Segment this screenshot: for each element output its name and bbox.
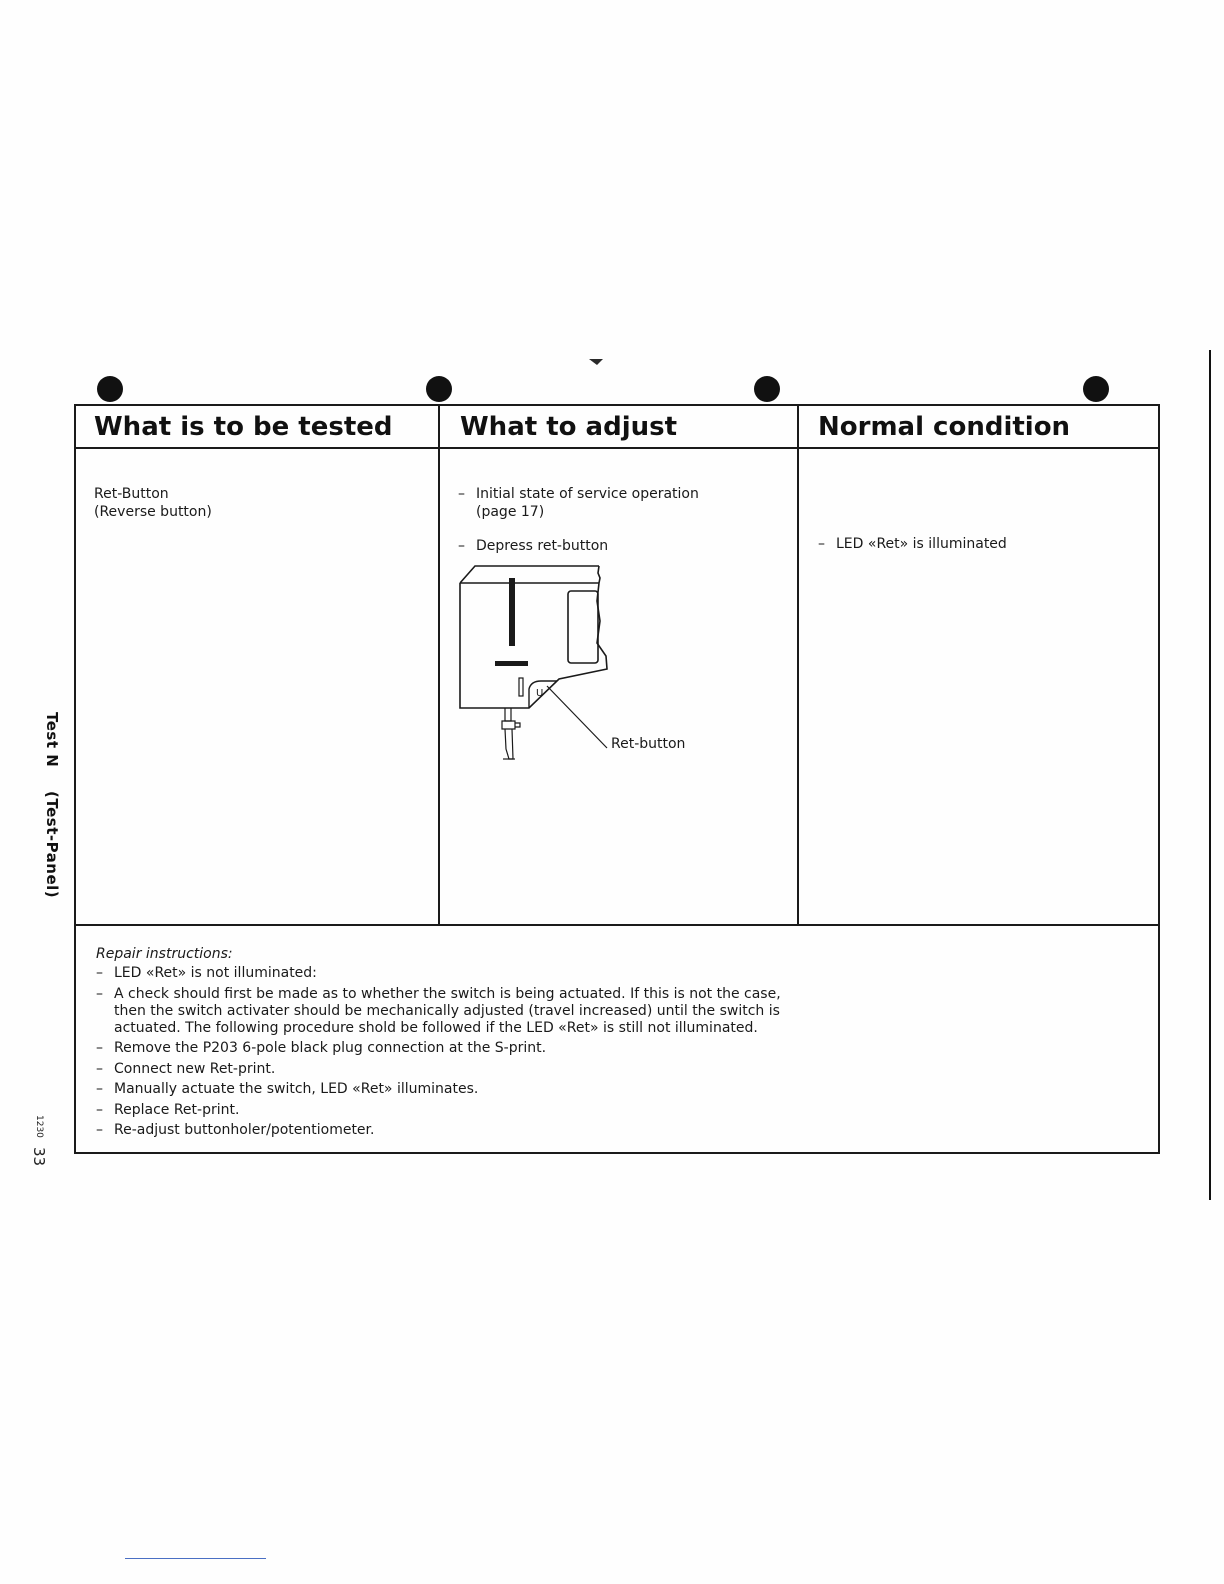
normal-item: – LED «Ret» is illuminated <box>818 535 1007 553</box>
test-table <box>74 404 1160 1154</box>
adjust-step <box>458 537 778 555</box>
scan-edge-line <box>1209 350 1211 1200</box>
column-divider <box>797 406 799 926</box>
column-divider <box>438 406 440 926</box>
repair-step: – Re-adjust buttonholer/potentiometer. <box>96 1122 796 1139</box>
page-code: 1230 <box>34 1115 44 1138</box>
column-header-normal: Normal condition <box>818 412 1071 442</box>
normal-cell <box>818 535 1007 553</box>
adjust-cell <box>458 485 778 555</box>
adjust-step-ref: (page 17) <box>476 504 545 520</box>
punch-hole <box>754 376 780 402</box>
test-name: Test N <box>43 712 61 768</box>
punch-hole <box>426 376 452 402</box>
repair-step: – Remove the P203 6-pole black plug connection at the S-print. <box>96 1040 796 1057</box>
section-label <box>43 712 61 898</box>
adjust-step-text: – Depress ret-button <box>476 538 609 554</box>
tested-cell <box>94 485 212 521</box>
header-divider <box>76 447 1158 449</box>
repair-step: – Manually actuate the switch, LED «Ret» illuminates. <box>96 1081 796 1098</box>
punch-hole <box>1083 376 1109 402</box>
repair-step: – Replace Ret-print. <box>96 1102 796 1119</box>
adjust-step-text: – Initial state of service operation <box>476 486 699 502</box>
tested-item-note: (Reverse button) <box>94 504 212 520</box>
scan-speck <box>588 351 604 359</box>
adjust-step <box>458 485 778 521</box>
test-panel-name: (Test-Panel) <box>43 791 61 899</box>
repair-title: Repair instructions: <box>96 946 233 962</box>
scan-underline <box>125 1558 266 1559</box>
column-header-adjust: What to adjust <box>460 412 678 442</box>
page-number <box>30 1115 49 1166</box>
repair-list <box>96 965 796 1139</box>
repair-instructions <box>96 946 796 1143</box>
repair-step: – Connect new Ret-print. <box>96 1061 796 1078</box>
repair-step: – LED «Ret» is not illuminated: <box>96 965 796 982</box>
repair-divider <box>76 924 1158 926</box>
punch-hole <box>97 376 123 402</box>
repair-step: – A check should first be made as to whether the switch is being actuated. If this is not the case, then the switch activater should be mechanically adjusted (travel increased) until the switch is actuated. The following procedure shold be followed if the LED «Ret» is still not illuminated. <box>96 986 796 1037</box>
svg-text:U: U <box>536 688 544 699</box>
page-number-value: 33 <box>30 1147 48 1167</box>
tested-item: Ret-Button <box>94 486 169 502</box>
column-header-tested: What is to be tested <box>94 412 393 442</box>
ret-button-callout: Ret-button <box>611 736 686 752</box>
